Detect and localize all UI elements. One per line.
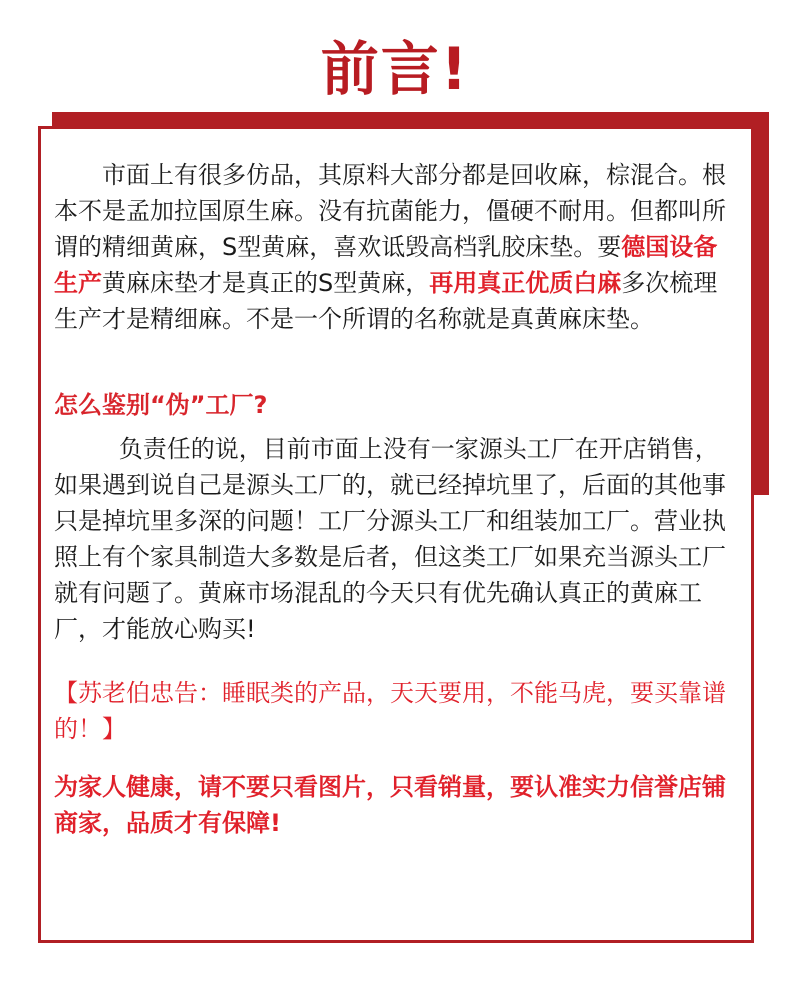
final-note: 为家人健康，请不要只看图片，只看销量，要认准实力信誉店铺商家，品质才有保障! [54, 773, 726, 837]
advice-note: 【苏老伯忠告：睡眠类的产品，天天要用，不能马虎，要买靠谱的！】 [54, 679, 726, 743]
content-body [54, 157, 740, 841]
intro-highlight-quality-jute: 再用真正优质白麻 [429, 269, 622, 297]
intro-text-2: 黄麻床垫才是真正的S型黄麻， [102, 269, 430, 297]
content-frame [38, 126, 754, 943]
intro-paragraph [54, 157, 740, 337]
section-heading: 怎么鉴别“伪”工厂? [54, 391, 268, 419]
page-title: 前言! [320, 35, 470, 103]
intro-text-1: 市面上有很多仿品，其原料大部分都是回收麻，棕混合。根本不是孟加拉国原生麻。没有抗菌能力，僵硬不耐用。但都叫所谓的精细黄麻，S型黄麻，喜欢诋毁高档乳胶床垫。要 [54, 161, 726, 261]
intro-highlight-german-equipment: 德国设备生产 [54, 233, 718, 297]
intro-text-3: 多次梳理生产才是精细麻。不是一个所谓的名称就是真黄麻床垫。 [54, 269, 718, 333]
factory-paragraph: 负责任的说，目前市面上没有一家源头工厂在开店销售，如果遇到说自己是源头工厂的，就已经掉坑里了，后面的其他事只是掉坑里多深的问题！工厂分源头工厂和组装加工厂。营业执照上有个家具制造大多数是后者，但这类工厂如果充当源头工厂就有问题了。黄麻市场混乱的今天只有优先确认真正的黄麻工厂，才能放心购买! [54, 435, 726, 643]
